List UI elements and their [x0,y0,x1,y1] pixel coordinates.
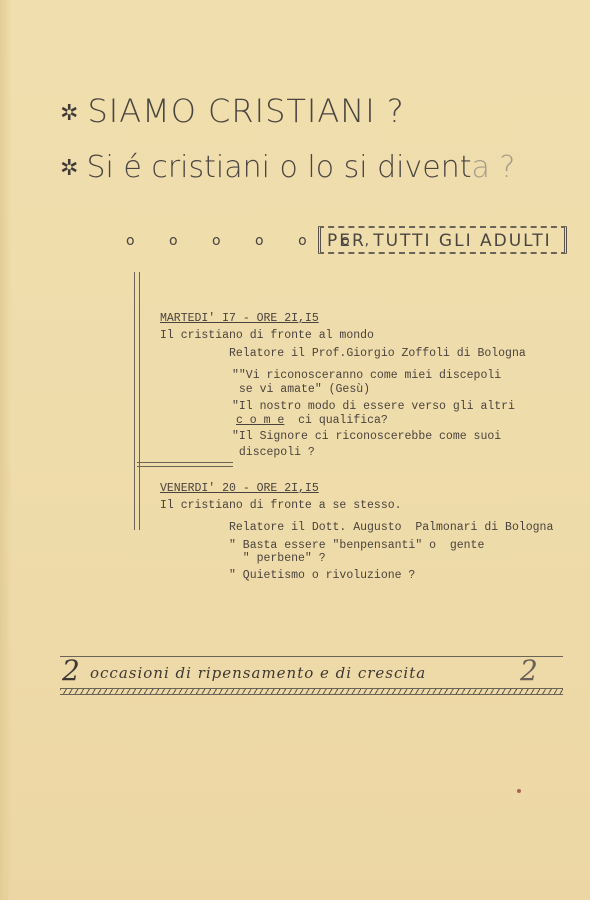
event-1-quote-1b: se vi amate" (Gesù) [232,383,371,396]
closing-banner [60,654,563,690]
event-1-speaker: Relatore il Prof.Giorgio Zoffoli di Bologna [229,347,526,360]
event-1-quote-2a: "Il nostro modo di essere verso gli altri [232,400,515,413]
sub-heading [60,150,515,185]
heading-line-2-faded: a ? [471,150,516,185]
event-2-title: Il cristiano di fronte a se stesso. [160,499,402,512]
banner-text: occasioni di ripensamento e di crescita [90,664,427,682]
audience-label: PER TUTTI GLI ADULTI [327,231,552,251]
section-divider [137,462,233,467]
event-2-speaker: Relatore il Dott. Augusto Palmonari di Bologna [229,521,554,534]
event-2-quote-2: " Quietismo o rivoluzione ? [229,569,416,582]
vertical-rule [134,272,140,530]
main-heading [60,92,405,130]
event-2-quote-1b: " perbene" ? [229,552,326,565]
event-1-come-word: c o m e [236,414,285,427]
banner-top-rule [60,656,563,657]
event-2-date: VENERDI' 20 - ORE 2I,I5 [160,482,319,495]
star-bullet-icon: ✲ [60,100,80,126]
audience-box [318,226,567,254]
event-1-quote-3a: "Il Signore ci riconoscerebbe come suoi [232,430,502,443]
heading-line-1: SIAMO CRISTIANI ? [87,92,405,130]
event-1-quote-2b [236,414,388,427]
event-1-title: Il cristiano di fronte al mondo [160,329,374,342]
circle-decoration: o o o o o o, [126,233,385,249]
banner-number-left: 2 [62,654,80,687]
paper-speck [517,789,521,793]
event-1-quote-2b-rest: ci qualifica? [284,414,388,427]
event-1-date: MARTEDI' I7 - ORE 2I,I5 [160,312,319,325]
star-bullet-icon: ✲ [60,156,79,181]
banner-number-right: 2 [520,654,538,687]
paper-edge [0,0,12,900]
event-2-quote-1a: " Basta essere "benpensanti" o gente [229,539,485,552]
event-1-quote-1a: ""Vi riconosceranno come miei discepoli [232,369,502,382]
heading-line-2: Si é cristiani o lo si divent [86,150,472,185]
hatched-rule [60,688,563,695]
event-1-quote-3b: discepoli ? [232,446,315,459]
